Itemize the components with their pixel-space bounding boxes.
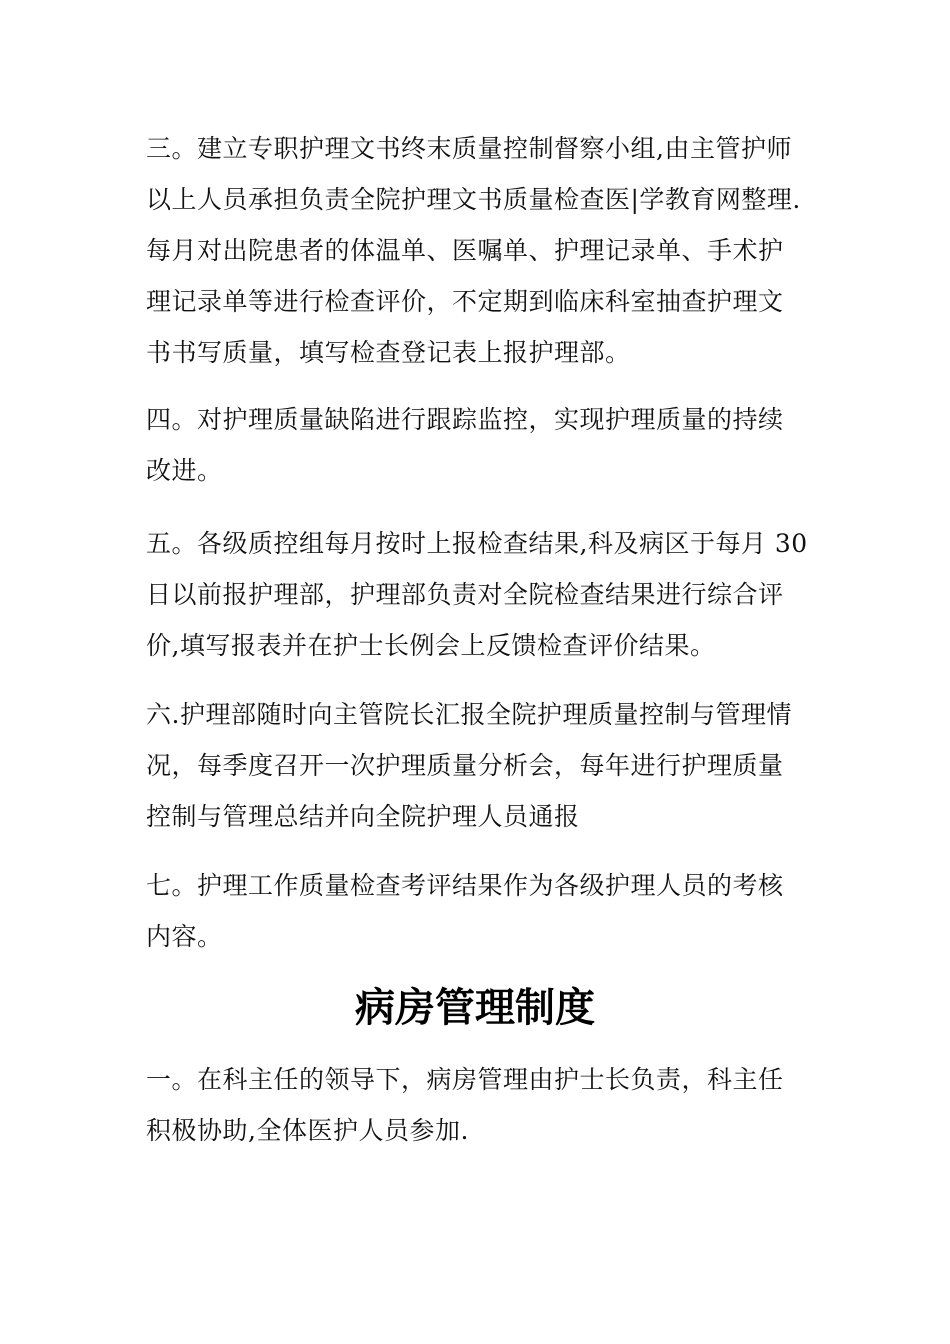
paragraph-line: 价,填写报表并在护士长例会上反馈检查评价结果。 bbox=[146, 631, 716, 660]
paragraph-line: 以上人员承担负责全院护理文书质量检查医|学教育网整理. bbox=[146, 185, 801, 214]
paragraph-line: 四。对护理质量缺陷进行跟踪监控，实现护理质量的持续 bbox=[146, 405, 784, 434]
paragraph-line: 每月对出院患者的体温单、医嘱单、护理记录单、手术护 bbox=[146, 236, 784, 265]
paragraph-line: 三。建立专职护理文书终末质量控制督察小组,由主管护师 bbox=[146, 134, 792, 163]
section-heading: 病房管理制度 bbox=[355, 985, 595, 1031]
paragraph-6 bbox=[146, 689, 810, 842]
paragraph-line: 日以前报护理部，护理部负责对全院检查结果进行综合评 bbox=[146, 580, 784, 609]
paragraph-line: 七。护理工作质量检查考评结果作为各级护理人员的考核 bbox=[146, 871, 784, 900]
paragraph-line: 积极协助,全体医护人员参加. bbox=[146, 1116, 469, 1145]
paragraph-ward-1 bbox=[146, 1054, 810, 1156]
paragraph-4 bbox=[146, 394, 810, 496]
paragraph-line: 五。各级质控组每月按时上报检查结果,科及病区于每月 30 bbox=[146, 529, 808, 558]
paragraph-3 bbox=[146, 123, 810, 378]
paragraph-line: 一。在科主任的领导下，病房管理由护士长负责，科主任 bbox=[146, 1065, 784, 1094]
paragraph-line: 控制与管理总结并向全院护理人员通报 bbox=[146, 802, 580, 831]
paragraph-line: 六.护理部随时向主管院长汇报全院护理质量控制与管理情 bbox=[146, 700, 792, 729]
paragraph-line: 内容。 bbox=[146, 922, 223, 951]
paragraph-5 bbox=[146, 518, 810, 671]
paragraph-line: 书书写质量，填写检查登记表上报护理部。 bbox=[146, 338, 631, 367]
paragraph-7 bbox=[146, 860, 810, 962]
paragraph-line: 改进。 bbox=[146, 456, 223, 485]
paragraph-line: 理记录单等进行检查评价，不定期到临床科室抽查护理文 bbox=[146, 287, 784, 316]
paragraph-line: 况，每季度召开一次护理质量分析会，每年进行护理质量 bbox=[146, 751, 784, 780]
